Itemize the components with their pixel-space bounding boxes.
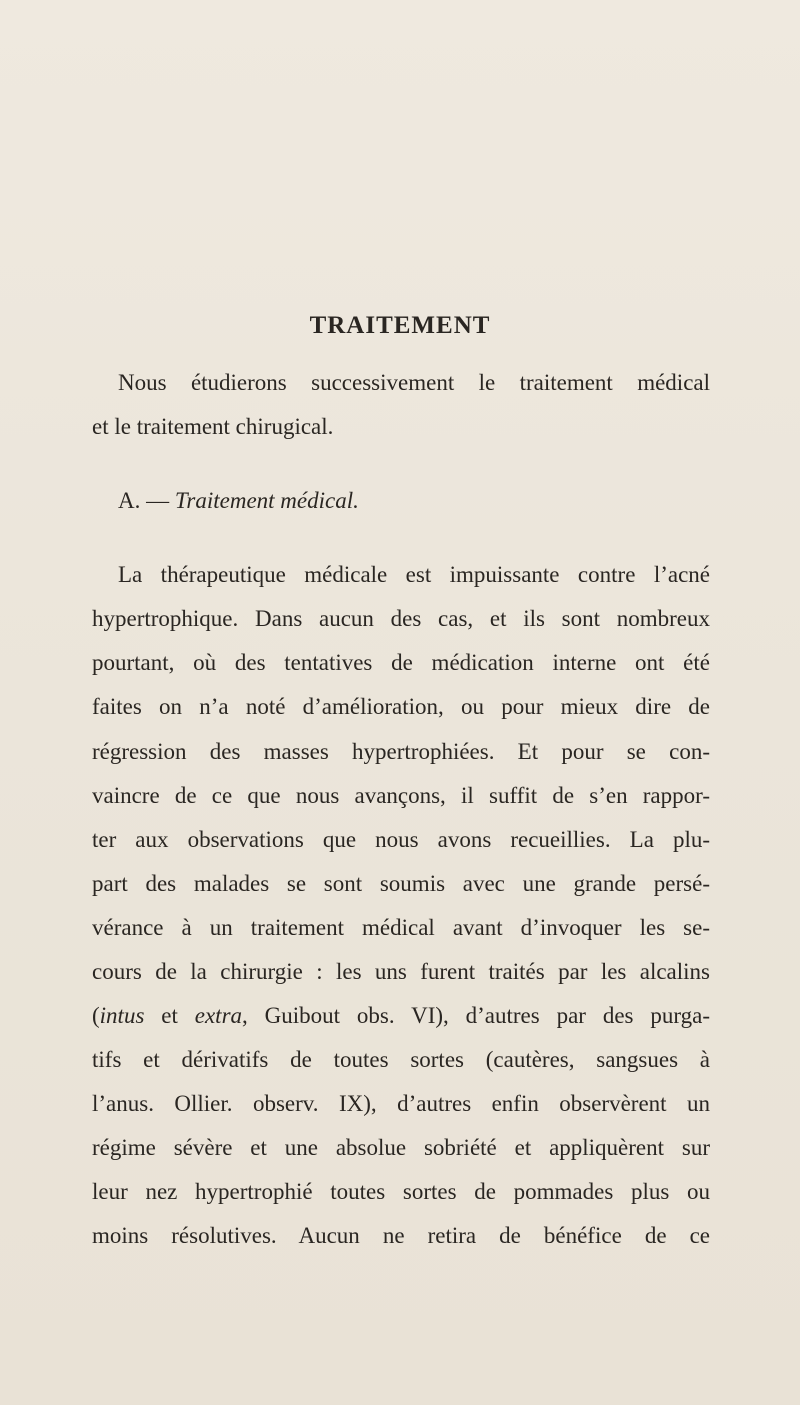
- paragraph-line-7: ter aux observations que nous avons recueillies. La plu-: [92, 827, 710, 852]
- paragraph-line-13: l’anus. Ollier. observ. IX), d’autres enfin observèrent un: [92, 1091, 710, 1116]
- paragraph-line-6: vaincre de ce que nous avançons, il suffit de s’en rappor-: [92, 783, 710, 808]
- paragraph-line-5: régression des masses hypertrophiées. Et pour se con-: [92, 739, 710, 764]
- paragraph-line-9: vérance à un traitement médical avant d’invoquer les se-: [92, 915, 710, 940]
- section-heading: [118, 488, 359, 514]
- paragraph-line-2: hypertrophique. Dans aucun des cas, et ils sont nombreux: [92, 606, 710, 631]
- section-marker: A. —: [118, 488, 170, 513]
- intro-line-1: Nous étudierons successivement le traitement médical: [118, 370, 710, 395]
- paragraph-line-1: La thérapeutique médicale est impuissante contre l’acné: [118, 562, 710, 587]
- paragraph-line-12: tifs et dérivatifs de toutes sortes (cautères, sangsues à: [92, 1047, 710, 1072]
- section-heading-text: Traitement médical.: [174, 488, 359, 513]
- page-title: TRAITEMENT: [309, 312, 491, 339]
- intro-line-2: et le traitement chirugical.: [92, 414, 334, 439]
- term-extra: extra: [194, 1003, 243, 1028]
- term-intus: intus: [99, 1003, 145, 1028]
- paragraph-line-15: leur nez hypertrophié toutes sortes de pommades plus ou: [92, 1179, 710, 1204]
- word-et: et: [144, 1003, 195, 1028]
- paragraph-line-11: [92, 1001, 710, 1031]
- paragraph-line-16: moins résolutives. Aucun ne retira de bénéfice de ce: [92, 1223, 710, 1248]
- line-11-rest: , Guibout obs. VI), d’autres par des purga-: [242, 1003, 710, 1028]
- paren-open: (: [92, 1003, 100, 1028]
- paragraph-line-3: pourtant, où des tentatives de médication interne ont été: [92, 650, 710, 675]
- paragraph-line-10: cours de la chirurgie : les uns furent traités par les alcalins: [92, 959, 710, 984]
- paragraph-line-14: régime sévère et une absolue sobriété et appliquèrent sur: [92, 1135, 710, 1160]
- paragraph-line-8: part des malades se sont soumis avec une grande persé-: [92, 871, 710, 896]
- paragraph-line-4: faites on n’a noté d’amélioration, ou pour mieux dire de: [92, 694, 710, 719]
